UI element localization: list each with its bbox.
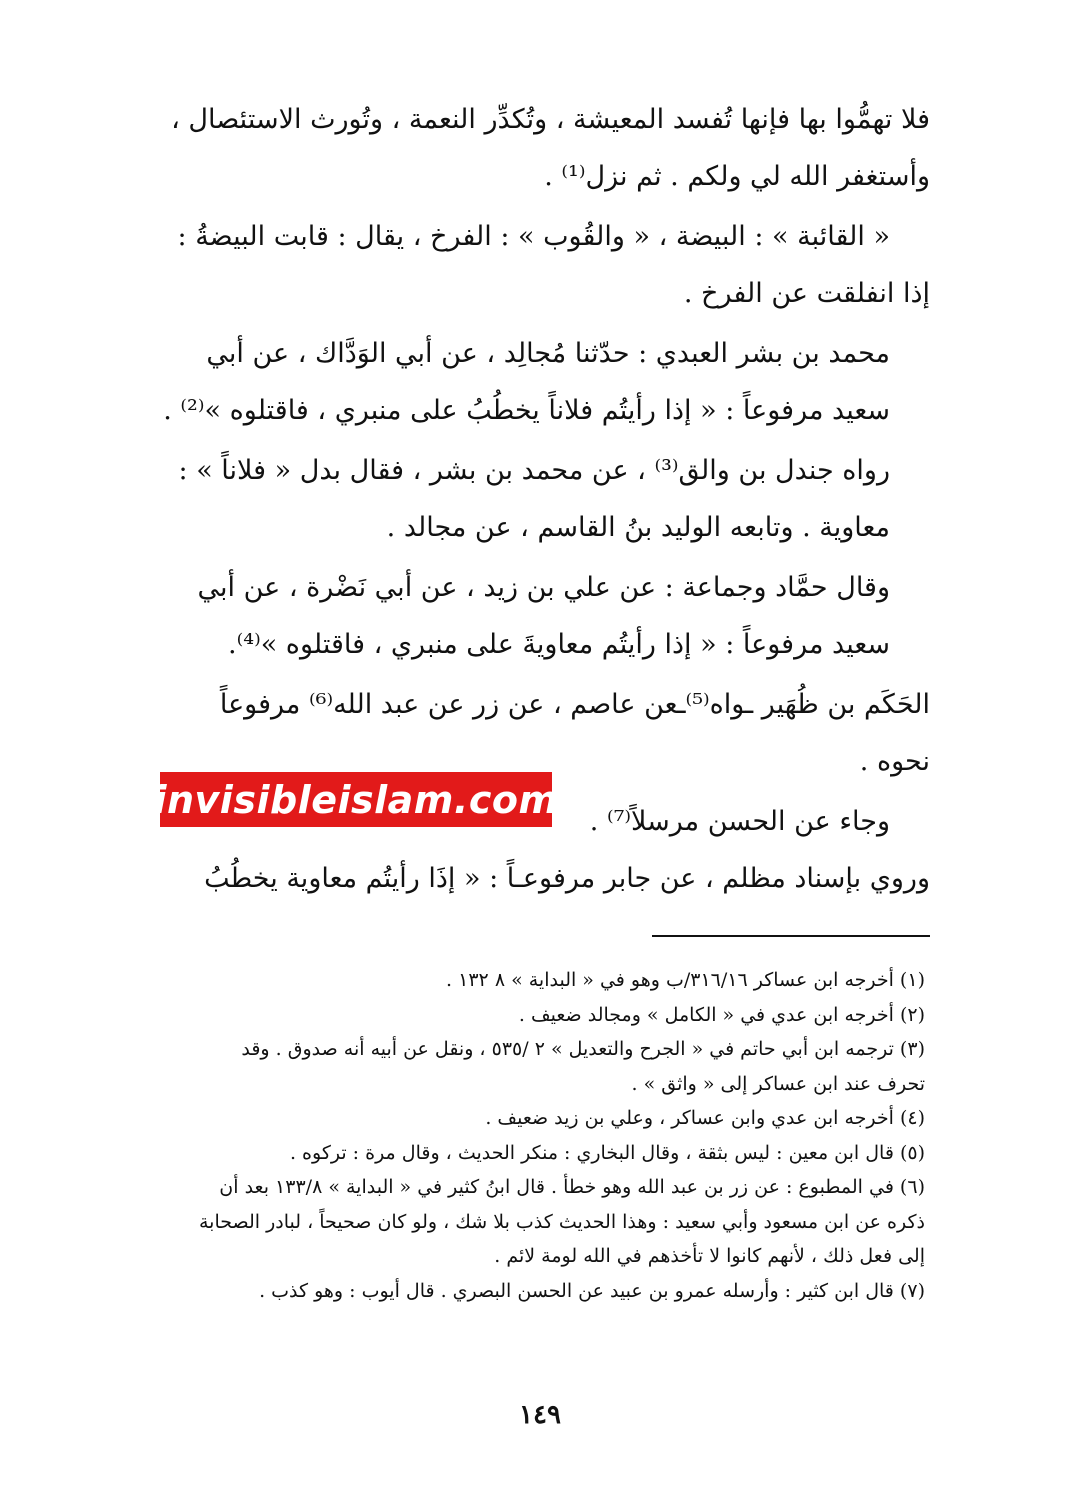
text-line: معاوية . وتابعه الوليد بنُ القاسم ، عن مجالد .: [386, 511, 890, 543]
footnote-7: (٧) قال ابن كثير : وأرسله عمرو بن عبيد عن الحسن البصري . قال أيوب : وهو كذب .: [259, 1279, 925, 1302]
text-line: وأستغفر الله لي ولكم . ثم نزل⁽¹⁾ .: [544, 160, 930, 192]
page-number: ١٤٩: [519, 1400, 561, 1430]
paragraph-8: [160, 851, 930, 908]
footnote-5: (٥) قال ابن معين : ليس بثقة ، وقال البخاري : منكر الحديث ، وقال مرة : تركوه .: [289, 1141, 925, 1164]
text-line: فلا تهمُّوا بها فإنها تُفسد المعيشة ، وتُكدِّر النعمة ، وتُورث الاستئصال ،: [171, 104, 930, 135]
paragraph-4: [160, 443, 930, 556]
text-line: سعيد مرفوعاً : « إذا رأيتُم معاويةَ على منبري ، فاقتلوه »⁽⁴⁾.: [228, 628, 890, 660]
paragraph-3: [160, 326, 930, 439]
footnote-6-continued: إلى فعل ذلك ، لأنهم كانوا لا تأخذهم في الله لومة لائم .: [494, 1245, 925, 1267]
footnote-divider: [652, 935, 930, 937]
footnote-2: (٢) أخرجه ابن عدي في « الكامل » ومجالد ضعيف .: [518, 1003, 925, 1026]
footnote-3-continued: تحرف عند ابن عساكر إلى « واثق » .: [631, 1072, 925, 1095]
text-line: وروي بإسناد مظلم ، عن جابر مرفوعـاً : « إذَا رأيتُم معاوية يخطُبُ: [204, 862, 930, 894]
text-line: نحوه .: [859, 745, 930, 777]
footnote-1: (١) أخرجه ابن عساكر ٣١٦/١٦/ب وهو في « البداية » ٨ ١٣٢ .: [446, 969, 925, 991]
paragraph-2: [160, 209, 930, 322]
paragraph-5: [160, 560, 930, 673]
footnote-3: (٣) ترجمه ابن أبي حاتم في « الجرح والتعديل » ٢ /٥٣٥ ، ونقل عن أبيه أنه صدوق . وقد: [241, 1038, 925, 1060]
footnote-6: (٦) في المطبوع : عن زر بن عبد الله وهو خطأ . قال ابنُ كثير في « البداية » ١٣٣/٨ بعد أن: [219, 1176, 925, 1198]
text-line: سعيد مرفوعاً : « إذا رأيتُم فلاناً يخطُبُ على منبري ، فاقتلوه »⁽²⁾ .: [163, 394, 890, 426]
text-line: محمد بن بشر العبدي : حدّثنا مُجالِد ، عن أبي الوَدَّاك ، عن أبي: [206, 338, 890, 369]
text-line: « القائبة » : البيضة ، « والقُوب » : الفرخ ، يقال : قابت البيضةُ :: [177, 221, 890, 252]
text-line: الحَكَم بن ظُهَير ـواه⁽⁵⁾ـعن عاصم ، عن زر عن عبد الله⁽⁶⁾ مرفوعاً: [219, 689, 930, 720]
text-line: رواه جندل بن والق⁽³⁾ ، عن محمد بن بشر ، فقال بدل « فلاناً » :: [178, 455, 890, 486]
text-line: وجاء عن الحسن مرسلاً⁽⁷⁾ .: [589, 806, 890, 837]
footnote-6-continued: ذكره عن ابن مسعود وأبي سعيد : وهذا الحديث كذب بلا شك ، ولو كان صحيحاً ، لبادر الصحابة: [198, 1210, 925, 1233]
watermark-banner: invisibleislam.com: [160, 772, 552, 827]
text-line: إذا انفلقت عن الفرخ .: [683, 277, 930, 309]
footnotes: [170, 963, 925, 1308]
text-line: وقال حمَّاد وجماعة : عن علي بن زيد ، عن أبي نَضْرة ، عن أبي: [197, 572, 890, 603]
footnote-4: (٤) أخرجه ابن عدي وابن عساكر ، وعلي بن زيد ضعيف .: [485, 1107, 925, 1129]
paragraph-1: [160, 92, 930, 205]
